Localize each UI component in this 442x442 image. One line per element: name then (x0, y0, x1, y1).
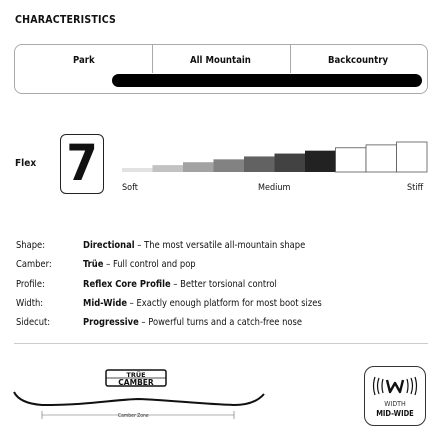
spec-key: Shape: (16, 240, 46, 251)
spec-value: Directional (83, 240, 135, 251)
flex-step (244, 156, 275, 172)
flex-stiff-label: Stiff (407, 183, 424, 193)
spec-value: Trüe (83, 259, 104, 271)
spec-desc: Better torsional control (180, 278, 277, 290)
spec-desc: Full control and pop (112, 259, 196, 271)
camber-logo-bottom: CAMBER (118, 378, 154, 387)
flex-step (305, 151, 336, 172)
flex-scale (122, 140, 428, 176)
flex-step (275, 154, 306, 172)
flex-step (153, 165, 184, 172)
spec-value: Reflex Core Profile (83, 278, 171, 290)
width-badge-value: MID-WIDE (376, 409, 414, 418)
flex-step (122, 168, 153, 172)
terrain-divider (152, 44, 153, 73)
spec-desc: Exactly enough platform for most boot sizes (136, 297, 322, 309)
flex-step (366, 145, 397, 172)
spec-desc: Powerful turns and a catch-free nose (148, 317, 303, 329)
flex-step (336, 148, 367, 172)
terrain-park-label: Park (73, 55, 95, 66)
spec-value: Progressive (83, 317, 139, 329)
spec-desc: The most versatile all-mountain shape (144, 240, 306, 251)
width-badge-caption: WIDTH (384, 400, 406, 408)
spec-key: Profile: (16, 278, 45, 290)
spec-value: Mid-Wide (83, 297, 127, 309)
terrain-divider (290, 44, 291, 73)
section-title: CHARACTERISTICS (15, 14, 117, 26)
flex-value: 7 (66, 134, 98, 192)
terrain-backcountry-label: Backcountry (328, 55, 389, 66)
flex-step (397, 142, 428, 172)
camber-logo-top: TRÜE (126, 371, 146, 379)
flex-soft-label: Soft (122, 183, 138, 193)
terrain-all-mountain-label: All Mountain (190, 55, 251, 66)
spec-key: Camber: (16, 259, 52, 271)
terrain-range-bar (112, 74, 422, 87)
flex-label: Flex (15, 158, 37, 169)
section-divider (14, 343, 428, 344)
flex-step (183, 162, 214, 172)
flex-step (214, 159, 245, 172)
spec-key: Width: (16, 297, 44, 309)
width-icon (372, 374, 418, 398)
spec-key: Sidecut: (16, 317, 51, 329)
board-profile-line (14, 392, 264, 405)
camber-zone-label: Camber Zone (118, 413, 149, 419)
flex-medium-label: Medium (258, 183, 291, 193)
